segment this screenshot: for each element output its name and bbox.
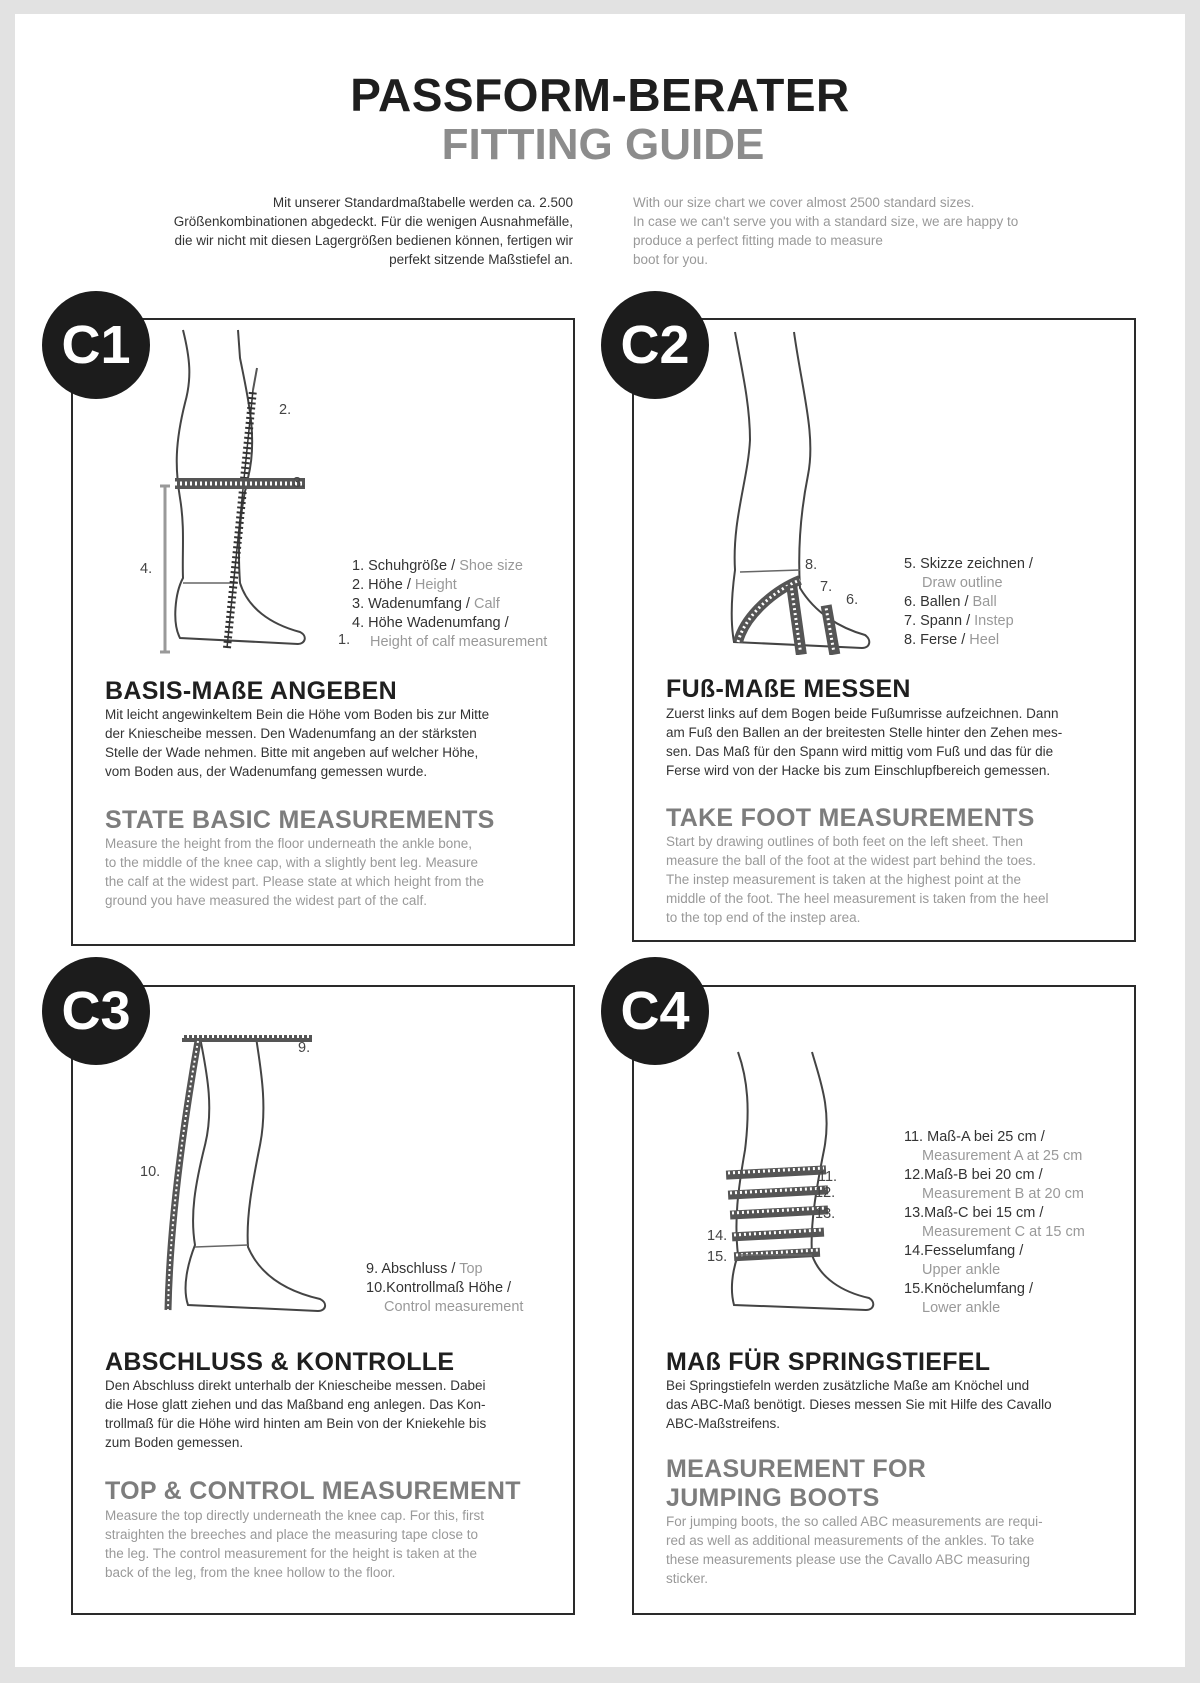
leg-top-control-illustration (160, 1035, 350, 1315)
badge-c4: C4 (601, 957, 709, 1065)
c2-legend: 5. Skizze zeichnen / Draw outline 6. Ballen / Ball 7. Spann / Instep 8. Ferse / Heel (904, 556, 1033, 648)
c1-label-2: 2. (279, 402, 292, 418)
c2-label-8: 8. (805, 557, 818, 573)
badge-c1: C1 (42, 291, 150, 399)
page-subtitle: FITTING GUIDE (441, 120, 765, 169)
badge-c3: C3 (42, 957, 150, 1065)
c4-label-12: 12. (815, 1185, 836, 1201)
badge-c2: C2 (601, 291, 709, 399)
intro-text-en: With our size chart we cover almost 2500 standard sizes. In case we can't serve you with a standard size, we are happy to produce a perfect fitting made to measure boot for you. (633, 195, 1019, 267)
c3-label-10: 10. (140, 1164, 161, 1180)
c1-heading-en: STATE BASIC MEASUREMENTS (105, 806, 495, 834)
c4-label-13: 13. (815, 1206, 836, 1222)
c4-heading-de: MAß FÜR SPRINGSTIEFEL (666, 1348, 991, 1376)
jumping-boot-illustration (720, 1050, 890, 1315)
c3-text-en: Measure the top directly underneath the knee cap. For this, first straighten the breeches and place the measuring tape close to the leg. The control measurement for the height is taken at the back of the leg, from the knee hollow to the floor. (105, 1508, 484, 1580)
c3-heading-de: ABSCHLUSS & KONTROLLE (105, 1348, 455, 1376)
foot-measurement-illustration (720, 330, 890, 655)
c4-legend: 11. Maß-A bei 25 cm / Measurement A at 25 cm 12.Maß-B bei 20 cm / Measurement B at 20 cm 13.Maß-C bei 15 cm / Measurement C at 15 cm 14.Fesselumfang / Upper ankle 15.Knöchelumfang / Lower ankle (904, 1129, 1085, 1316)
intro-text-de: Mit unserer Standardmaßtabelle werden ca. 2.500 Größenkombinationen abgedeckt. Für die wenigen Ausnahmefälle, die wir nicht mit diesen Lagergrößen bedienen können, fertigen wir perfekt sitzende Maßstiefel an. (173, 195, 573, 267)
c2-heading-de: FUß-MAßE MESSEN (666, 675, 911, 703)
c4-heading-en: MEASUREMENT FOR JUMPING BOOTS (666, 1455, 927, 1512)
c1-legend: 1. Schuhgröße / Shoe size 2. Höhe / Height 3. Wadenumfang / Calf 4. Höhe Wadenumfang / Height of calf measurement (352, 558, 548, 650)
c3-label-9: 9. (298, 1040, 311, 1056)
c4-text-en: For jumping boots, the so called ABC measurements are requi- red as well as additional measurements of the ankles. To take these measurements please use the Cavallo ABC measuring sticker. (666, 1514, 1043, 1586)
c1-label-3: 3. (293, 475, 306, 491)
c4-label-14: 14. (707, 1228, 728, 1244)
c3-text-de: Den Abschluss direkt unterhalb der Kniescheibe messen. Dabei die Hose glatt ziehen und das Maßband eng anlegen. Das Kon- trollmaß für die Höhe wird hinten am Bein von der Kniekehle bis zum Boden gemessen. (105, 1378, 487, 1450)
page-title: PASSFORM-BERATER (350, 69, 850, 121)
c2-label-7: 7. (820, 579, 833, 595)
c3-legend: 9. Abschluss / Top 10.Kontrollmaß Höhe / Control measurement (366, 1261, 524, 1315)
c1-text-en: Measure the height from the floor underneath the ankle bone, to the middle of the knee cap, with a slightly bent leg. Measure the calf at the widest part. Please state at which height from the ground you have measured the widest part of the calf. (105, 836, 484, 908)
c1-label-1: 1. (338, 632, 351, 648)
c1-label-4: 4. (140, 561, 153, 577)
c4-label-15: 15. (707, 1249, 728, 1265)
c1-text-de: Mit leicht angewinkeltem Bein die Höhe vom Boden bis zur Mitte der Kniescheibe messen. Den Wadenumfang an der stärksten Stelle der Wade nehmen. Bitte mit angeben auf welcher Höhe, vom Boden aus, der Wadenumfang gemessen wurde. (105, 707, 490, 779)
c3-heading-en: TOP & CONTROL MEASUREMENT (105, 1477, 521, 1505)
c2-text-de: Zuerst links auf dem Bogen beide Fußumrisse aufzeichnen. Dann am Fuß den Ballen an der breitesten Stelle hinter den Zehen mes- sen. Das Maß für den Spann wird mittig vom Fuß und das für die Ferse wird von der Hacke bis zum Einschlupfbereich gemessen. (666, 706, 1063, 778)
c2-text-en: Start by drawing outlines of both feet on the left sheet. Then measure the ball of the foot at the widest part behind the toes. The instep measurement is taken at the highest point at the middle of the foot. The heel measurement is taken from the heel to the top end of the instep area. (666, 834, 1049, 925)
c2-heading-en: TAKE FOOT MEASUREMENTS (666, 804, 1035, 832)
c4-label-11: 11. (818, 1169, 838, 1185)
c1-heading-de: BASIS-MAßE ANGEBEN (105, 677, 397, 705)
c2-label-6: 6. (846, 592, 859, 608)
leg-height-illustration (130, 328, 390, 658)
c4-text-de: Bei Springstiefeln werden zusätzliche Maße am Knöchel und das ABC-Maß benötigt. Dieses messen Sie mit Hilfe des Cavallo ABC-Maßstreifens. (666, 1378, 1052, 1431)
